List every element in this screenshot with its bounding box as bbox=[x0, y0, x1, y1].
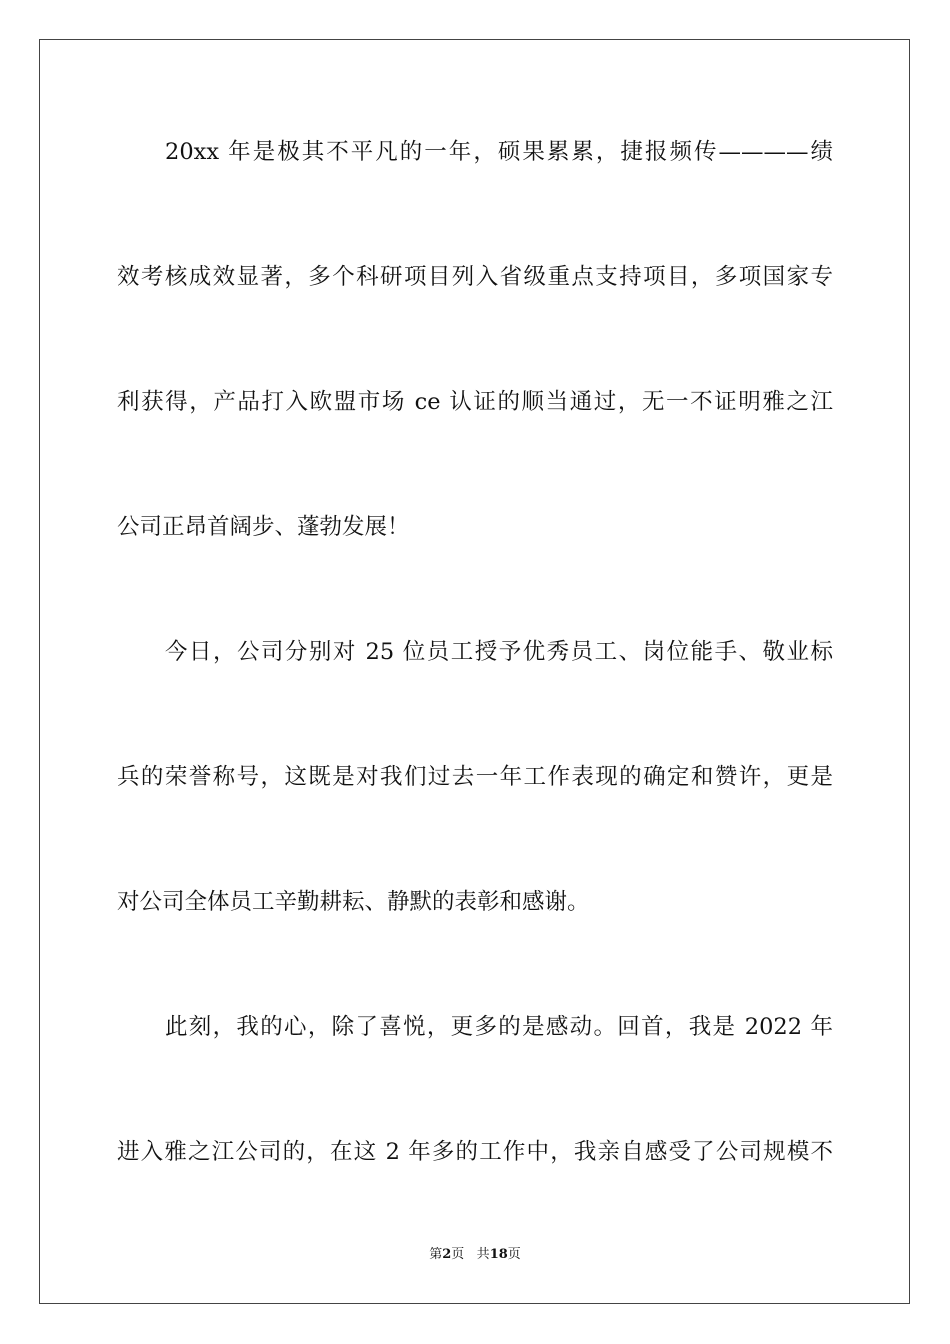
page-footer bbox=[0, 1246, 950, 1264]
footer-page-unit: 页 bbox=[451, 1247, 465, 1262]
footer-page-current: 2 bbox=[442, 1247, 452, 1262]
paragraph-line: 今日，公司分别对 25 位员工授予优秀员工、岗位能手、敬业标 bbox=[165, 639, 833, 665]
paragraph-line: 进入雅之江公司的，在这 2 年多的工作中，我亲自感受了公司规模不 bbox=[117, 1139, 833, 1165]
paragraph-line: 公司正昂首阔步、蓬勃发展！ bbox=[117, 514, 410, 540]
paragraph-line: 利获得，产品打入欧盟市场 ce 认证的顺当通过，无一不证明雅之江 bbox=[117, 389, 833, 415]
paragraph-line: 20xx 年是极其不平凡的一年，硕果累累，捷报频传————绩 bbox=[165, 139, 833, 165]
paragraph-line: 兵的荣誉称号，这既是对我们过去一年工作表现的确定和赞许，更是 bbox=[117, 764, 833, 790]
footer-page-prefix: 第 bbox=[429, 1247, 443, 1262]
footer-page-total: 18 bbox=[489, 1247, 508, 1262]
paragraph-line: 效考核成效显著，多个科研项目列入省级重点支持项目，多项国家专 bbox=[117, 264, 833, 290]
footer-total-unit: 页 bbox=[507, 1247, 521, 1262]
paragraph-line: 对公司全体员工辛勤耕耘、静默的表彰和感谢。 bbox=[117, 889, 590, 915]
footer-total-prefix: 共 bbox=[476, 1247, 490, 1262]
page-frame bbox=[39, 39, 910, 1304]
paragraph-line: 此刻，我的心，除了喜悦，更多的是感动。回首，我是 2022 年 bbox=[165, 1014, 833, 1040]
